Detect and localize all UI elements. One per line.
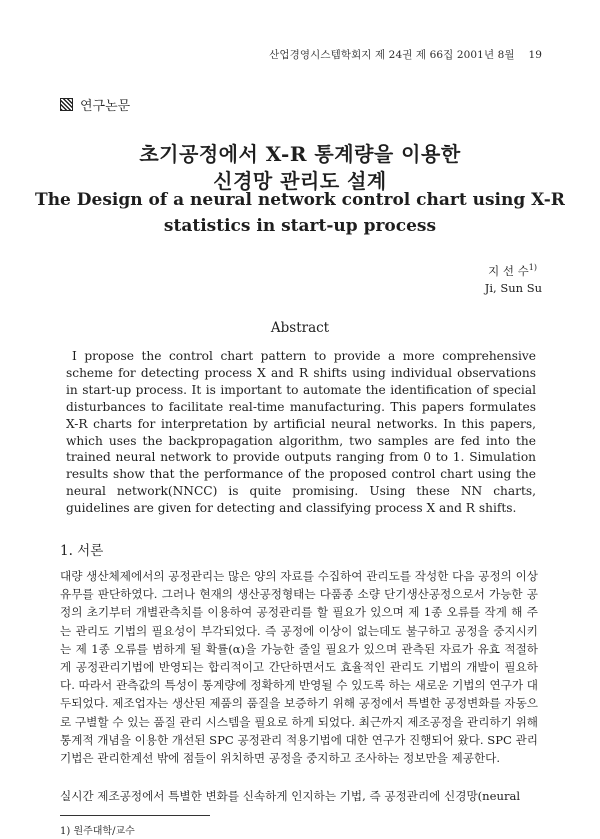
abstract-body: I propose the control chart pattern to provide a more comprehensive scheme for detecting process X and R shifts using individual observations in start-up process. It is important to automate the identification of special disturbances to facilitate real-time manufacturing. This papers formulates X-R charts for interpretation by artificial neural networks. In this papers, which uses the backpropagation algorithm, two samples are fed into the trained neural network to provide outputs ranging from 0 to 1. Simulation results show that the performance of the proposed control chart using the neural network(NNCC) is quite promising. Using these NN charts, guidelines are given for detecting and classifying process X and R shifts. [66, 349, 536, 516]
footnote-divider [60, 815, 210, 816]
english-title-line-1: The Design of a neural network control chart using X-R [35, 190, 565, 210]
author-footnote-mark: 1) [528, 263, 537, 273]
korean-title-line-2: 신경망 관리도 설계 [213, 169, 387, 193]
footnote [60, 822, 135, 837]
section-tag [60, 95, 130, 114]
abstract-heading: Abstract [270, 320, 330, 336]
footnote-mark: 1) [60, 826, 71, 837]
running-header [269, 47, 542, 62]
section-tag-label: 연구논문 [80, 99, 131, 114]
section-1-heading: 1. 서론 [60, 543, 104, 559]
korean-title-line-1: 초기공정에서 X-R 통계량을 이용한 [139, 142, 461, 166]
author-name-korean: 지 선 수 [488, 264, 529, 278]
page-number: 19 [528, 49, 542, 61]
english-title-line-2: statistics in start-up process [163, 216, 437, 236]
hatched-square-icon [60, 98, 73, 111]
body-paragraph-2: 실시간 제조공정에서 특별한 변화를 신속하게 인지하는 기법, 즉 공정관리에 신경망(neural [60, 789, 521, 803]
footnote-text: 원주대학/교수 [73, 826, 135, 837]
author-korean [488, 263, 537, 279]
author-name-english: Ji, Sun Su [484, 281, 542, 295]
body-paragraph-1: 대량 생산체제에서의 공정관리는 많은 양의 자료를 수집하여 관리도를 작성한 다음 공정의 이상유무를 판단하였다. 그러나 현재의 생산공정형태는 다품종 소량 단기생산공정으로서 가능한 공정의 초기부터 개별관측치를 이용하여 공정관리를 할 필요가 있으며 제 1종 오류를 작게 해 주는 관리도 기법의 필요성이 부각되었다. 즉 공정에 이상이 없는데도 불구하고 공정을 중지시키는 제 1종 오류를 범하게 될 확률(α)을 가능한 줄일 필요가 있으며 관측된 자료가 유효 적절하게 공정관리기법에 반영되는 합리적이고 간단하면서도 효율적인 관리도 기법의 개발이 필요하다. 따라서 관측값의 특성이 통계량에 정확하게 반영될 수 있도록 하는 새로운 기법의 연구가 대두되었다. 제조업자는 생산된 제품의 품질을 보증하기 위해 공정에서 특별한 공정변화를 자동으로 구별할 수 있는 품질 관리 시스템을 필요로 하게 되었다. 최근까지 제조공정을 관리하기 위해 통계적 개념을 이용한 개선된 SPC 공정관리 적용기법에 대한 연구가 진행되어 왔다. SPC 관리기법은 관리한계선 밖에 점들이 위치하면 공정을 중지하고 조사하는 정보만을 제공한다. [60, 569, 538, 766]
journal-running-head: 산업경영시스템학회지 제 24권 제 66집 2001년 8월 [269, 49, 515, 61]
